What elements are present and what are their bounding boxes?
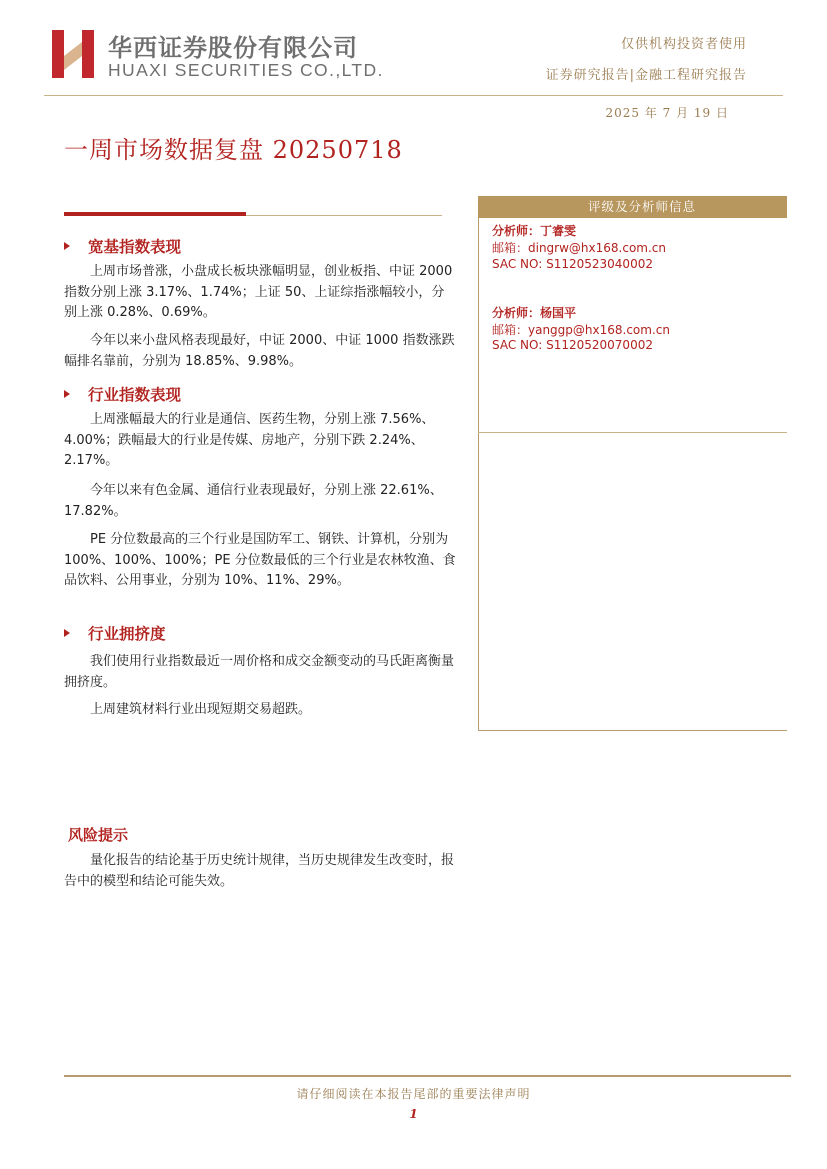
paragraph: PE 分位数最高的三个行业是国防军工、钢铁、计算机，分别为 100%、100%、100%；PE 分位数最低的三个行业是农林牧渔、食品饮料、公用事业，分别为 10%、11%、29%。 <box>64 532 456 588</box>
bullet-triangle-icon <box>64 242 70 250</box>
risk-heading: 风险提示 <box>68 826 129 844</box>
analyst-email[interactable]: 邮箱：yanggp@hx168.com.cn <box>492 323 670 337</box>
panel-border <box>478 218 479 730</box>
company-name-cn: 华西证券股份有限公司 <box>108 34 358 62</box>
company-logo-icon <box>52 30 96 78</box>
paragraph: 今年以来小盘风格表现最好，中证 2000、中证 1000 指数涨跌幅排名靠前，分别为 18.85%、9.98%。 <box>64 333 455 369</box>
title-accent-bar <box>64 212 246 216</box>
legal-notice: 请仔细阅读在本报告尾部的重要法律声明 <box>296 1087 531 1101</box>
analyst-name: 分析师：杨国平 <box>492 306 577 320</box>
bullet-triangle-icon <box>64 390 70 398</box>
bullet-triangle-icon <box>64 629 70 637</box>
header-divider <box>44 95 783 96</box>
analyst-info-panel <box>478 196 787 731</box>
analyst-sac: SAC NO: S1120523040002 <box>492 257 653 271</box>
paragraph: 上周建筑材料行业出现短期交易超跌。 <box>90 702 312 717</box>
panel-divider <box>478 432 787 433</box>
paragraph: 我们使用行业指数最近一周价格和成交金额变动的马氏距离衡量拥挤度。 <box>64 654 455 690</box>
analyst-email[interactable]: 邮箱：dingrw@hx168.com.cn <box>492 241 666 255</box>
section-heading-broad-index: 宽基指数表现 <box>64 235 181 257</box>
report-date: 2025 年 7 月 19 日 <box>605 106 729 120</box>
paragraph: 上周市场普涨，小盘成长板块涨幅明显，创业板指、中证 2000 指数分别上涨 3.17%、1.74%；上证 50、上证综指涨幅较小，分别上涨 0.28%、0.69%。 <box>64 264 453 320</box>
analyst-sac: SAC NO: S1120520070002 <box>492 338 653 352</box>
analyst-panel-header: 评级及分析师信息 <box>478 196 787 218</box>
section-heading-crowding: 行业拥挤度 <box>64 622 166 644</box>
title-accent-line <box>246 215 442 216</box>
report-type: 证券研究报告|金融工程研究报告 <box>545 68 747 83</box>
audience-note: 仅供机构投资者使用 <box>620 37 747 52</box>
report-title: 一周市场数据复盘 20250718 <box>64 136 403 164</box>
footer-divider <box>64 1075 791 1077</box>
section-heading-industry-index: 行业指数表现 <box>64 383 181 405</box>
paragraph: 上周涨幅最大的行业是通信、医药生物，分别上涨 7.56%、4.00%；跌幅最大的行业是传媒、房地产，分别下跌 2.24%、2.17%。 <box>64 412 435 468</box>
analyst-name: 分析师：丁睿雯 <box>492 224 577 238</box>
page-number: 1 <box>409 1107 418 1121</box>
paragraph: 今年以来有色金属、通信行业表现最好，分别上涨 22.61%、17.82%。 <box>64 483 443 519</box>
company-name-en: HUAXI SECURITIES CO.,LTD. <box>108 60 384 80</box>
risk-paragraph: 量化报告的结论基于历史统计规律，当历史规律发生改变时，报告中的模型和结论可能失效。 <box>64 853 455 889</box>
